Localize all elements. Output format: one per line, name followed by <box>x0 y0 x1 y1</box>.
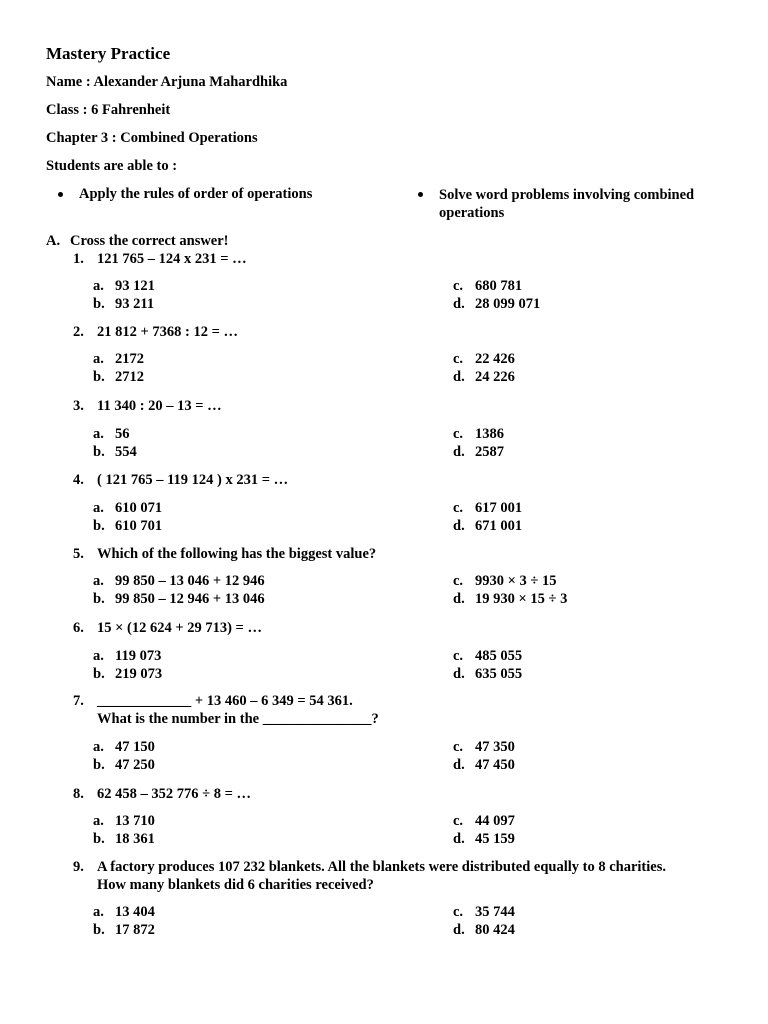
section-letter: A. <box>46 233 61 249</box>
question-text: 3. 11 340 : 20 – 13 = … <box>73 398 222 414</box>
answer-option[interactable]: b. 2712 <box>93 369 144 385</box>
answer-option[interactable]: c. 22 426 <box>453 351 515 367</box>
answer-option[interactable]: d. 45 159 <box>453 831 515 847</box>
answer-option[interactable]: c. 47 350 <box>453 739 515 755</box>
answer-option[interactable]: c. 617 001 <box>453 500 523 516</box>
answer-option[interactable]: b. 99 850 – 12 946 + 13 046 <box>93 591 265 607</box>
section-heading <box>46 233 229 250</box>
question-text: 6. 15 × (12 624 + 29 713) = … <box>73 620 262 636</box>
answer-option[interactable]: b. 17 872 <box>93 922 155 938</box>
question-number: 1. <box>73 251 84 267</box>
question-number: 7. <box>73 693 84 709</box>
question-text: 2. 21 812 + 7368 : 12 = … <box>73 324 238 340</box>
answer-option[interactable]: c. 44 097 <box>453 813 515 829</box>
answer-option[interactable]: b. 219 073 <box>93 666 163 682</box>
objective-item: Solve word problems involving combined operations <box>439 186 729 222</box>
answer-option[interactable]: a. 119 073 <box>93 648 162 664</box>
question-text: 7. _____________ + 13 460 – 6 349 = 54 361. <box>73 693 353 709</box>
question-number: 9. <box>73 859 84 875</box>
objectives-intro: Students are able to : <box>46 158 178 174</box>
answer-option[interactable]: d. 671 001 <box>453 518 523 534</box>
section-instruction: Cross the correct answer! <box>70 233 229 249</box>
question-text: 8. 62 458 – 352 776 ÷ 8 = … <box>73 786 251 802</box>
objective-item: Apply the rules of order of operations <box>79 186 313 202</box>
question-text-line2: What is the number in the _______________? <box>97 711 379 727</box>
answer-option[interactable]: a. 13 710 <box>93 813 155 829</box>
question-number: 2. <box>73 324 84 340</box>
answer-option[interactable]: c. 35 744 <box>453 904 515 920</box>
answer-option[interactable]: b. 93 211 <box>93 296 155 312</box>
answer-option[interactable]: b. 18 361 <box>93 831 155 847</box>
answer-option[interactable]: d. 2587 <box>453 444 504 460</box>
answer-option[interactable]: d. 47 450 <box>453 757 515 773</box>
question-number: 4. <box>73 472 84 488</box>
question-text-line2: How many blankets did 6 charities received? <box>97 877 374 893</box>
question-number: 8. <box>73 786 84 802</box>
question-number: 3. <box>73 398 84 414</box>
chapter-title: Chapter 3 : Combined Operations <box>46 130 258 146</box>
answer-option[interactable]: c. 485 055 <box>453 648 523 664</box>
question-text: 9. A factory produces 107 232 blankets. All the blankets were distributed equally to 8 charities. <box>73 859 666 875</box>
answer-option[interactable]: d. 28 099 071 <box>453 296 541 312</box>
answer-option[interactable]: a. 13 404 <box>93 904 155 920</box>
answer-option[interactable]: a. 56 <box>93 426 130 442</box>
question-text: 1. 121 765 – 124 x 231 = … <box>73 251 247 267</box>
question-number: 5. <box>73 546 84 562</box>
answer-option[interactable]: b. 47 250 <box>93 757 155 773</box>
answer-option[interactable]: d. 80 424 <box>453 922 515 938</box>
question-number: 6. <box>73 620 84 636</box>
answer-option[interactable]: a. 2172 <box>93 351 144 367</box>
answer-option[interactable]: a. 47 150 <box>93 739 155 755</box>
page-title: Mastery Practice <box>46 44 171 63</box>
answer-option[interactable]: a. 610 071 <box>93 500 163 516</box>
answer-option[interactable]: d. 19 930 × 15 ÷ 3 <box>453 591 568 607</box>
answer-option[interactable]: c. 1386 <box>453 426 504 442</box>
answer-option[interactable]: c. 9930 × 3 ÷ 15 <box>453 573 557 589</box>
answer-option[interactable]: a. 99 850 – 13 046 + 12 946 <box>93 573 265 589</box>
answer-option[interactable]: c. 680 781 <box>453 278 523 294</box>
answer-option[interactable]: a. 93 121 <box>93 278 155 294</box>
question-text: 5. Which of the following has the biggest value? <box>73 546 377 562</box>
question-text: 4. ( 121 765 – 119 124 ) x 231 = … <box>73 472 289 488</box>
answer-option[interactable]: d. 24 226 <box>453 369 515 385</box>
answer-option[interactable]: b. 610 701 <box>93 518 163 534</box>
student-name: Name : Alexander Arjuna Mahardhika <box>46 74 288 90</box>
answer-option[interactable]: d. 635 055 <box>453 666 523 682</box>
answer-option[interactable]: b. 554 <box>93 444 137 460</box>
student-class: Class : 6 Fahrenheit <box>46 102 171 118</box>
